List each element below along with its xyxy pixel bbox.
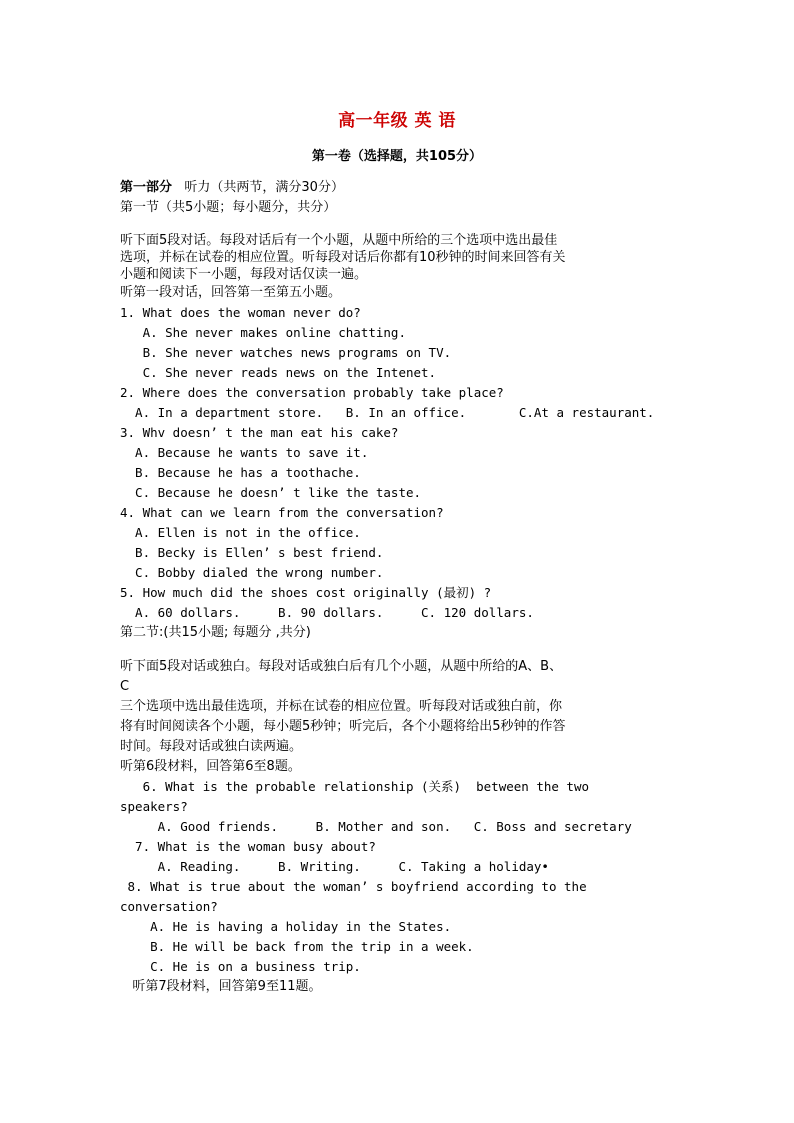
part1-heading-rest: 听力（共两节，满分30分） xyxy=(172,180,344,195)
page-title: 高一年级 英 语 xyxy=(338,111,456,131)
page-subtitle: 第一卷（选择题，共105分） xyxy=(311,149,483,164)
option-line: A. 60 dollars. B. 90 dollars. C. 120 dollars. xyxy=(120,605,534,620)
section1-instruction-line: 选项，并标在试卷的相应位置。听每段对话后你都有10秒钟的时间来回答有关 xyxy=(120,250,566,265)
exam-content xyxy=(120,178,700,997)
option-line: C. She never reads news on the Intenet. xyxy=(120,365,437,380)
option-line: A. Reading. B. Writing. C. Taking a holiday• xyxy=(120,859,549,874)
section2-listen-note: 听第6段材料，回答第6至8题。 xyxy=(120,759,301,774)
option-line: B. She never watches news programs on TV. xyxy=(120,345,452,360)
option-line: A. He is having a holiday in the States. xyxy=(120,919,452,934)
question-line: 7. What is the woman busy about? xyxy=(120,839,376,854)
section2-instruction-line: C xyxy=(120,679,130,694)
section2-instruction-line: 听下面5段对话或独白。每段对话或独白后有几个小题，从题中所给的A、B、 xyxy=(120,659,563,674)
option-line: A. Ellen is not in the office. xyxy=(120,525,361,540)
option-line: B. He will be back from the trip in a week. xyxy=(120,939,474,954)
option-line: A. Because he wants to save it. xyxy=(120,445,369,460)
question-line: 4. What can we learn from the conversation? xyxy=(120,505,444,520)
section1-instruction-line: 听下面5段对话。每段对话后有一个小题，从题中所给的三个选项中选出最佳 xyxy=(120,233,558,248)
option-line: B. Because he has a toothache. xyxy=(120,465,361,480)
question-line: 6. What is the probable relationship (关系) between the two xyxy=(120,779,590,794)
part1-heading xyxy=(120,178,700,198)
option-line: C. Bobby dialed the wrong number. xyxy=(120,565,384,580)
option-line: A. She never makes online chatting. xyxy=(120,325,406,340)
question-line: 1. What does the woman never do? xyxy=(120,305,361,320)
question-line: conversation? xyxy=(120,899,218,914)
option-line: C. Because he doesn’ t like the taste. xyxy=(120,485,422,500)
section2-instruction-line: 三个选项中选出最佳选项，并标在试卷的相应位置。听每段对话或独白前，你 xyxy=(120,699,563,714)
section2-heading: 第二节:(共15小题; 每题分 ,共分) xyxy=(120,625,311,640)
section1-instruction-line: 小题和阅读下一小题，每段对话仅读一遍。 xyxy=(120,267,368,282)
section1-listen-note: 听第一段对话，回答第一至第五小题。 xyxy=(120,285,342,300)
question-line: 3. Whv doesn’ t the man eat his cake? xyxy=(120,425,399,440)
option-line: B. Becky is Ellen’ s best friend. xyxy=(120,545,384,560)
question-line: 8. What is true about the woman’ s boyfriend according to the xyxy=(120,879,587,894)
section2-instruction-line: 将有时间阅读各个小题，每小题5秒钟；听完后，各个小题将给出5秒钟的作答 xyxy=(120,719,566,734)
section2-listen-note-2: 听第7段材料，回答第9至11题。 xyxy=(120,979,322,994)
section2-instruction-line: 时间。每段对话或独白读两遍。 xyxy=(120,739,303,754)
part1-heading-bold: 第一部分 xyxy=(120,180,173,195)
section1-heading: 第一节（共5小题；每小题分，共分） xyxy=(120,200,337,215)
question-line: speakers? xyxy=(120,799,188,814)
spacer xyxy=(120,643,700,657)
question-line: 2. Where does the conversation probably take place? xyxy=(120,385,504,400)
option-line: A. Good friends. B. Mother and son. C. Boss and secretary xyxy=(120,819,632,834)
option-line: C. He is on a business trip. xyxy=(120,959,361,974)
question-line: 5. How much did the shoes cost originally (最初) ? xyxy=(120,585,492,600)
spacer xyxy=(120,218,700,232)
option-line: A. In a department store. B. In an office. C.At a restaurant. xyxy=(120,405,655,420)
